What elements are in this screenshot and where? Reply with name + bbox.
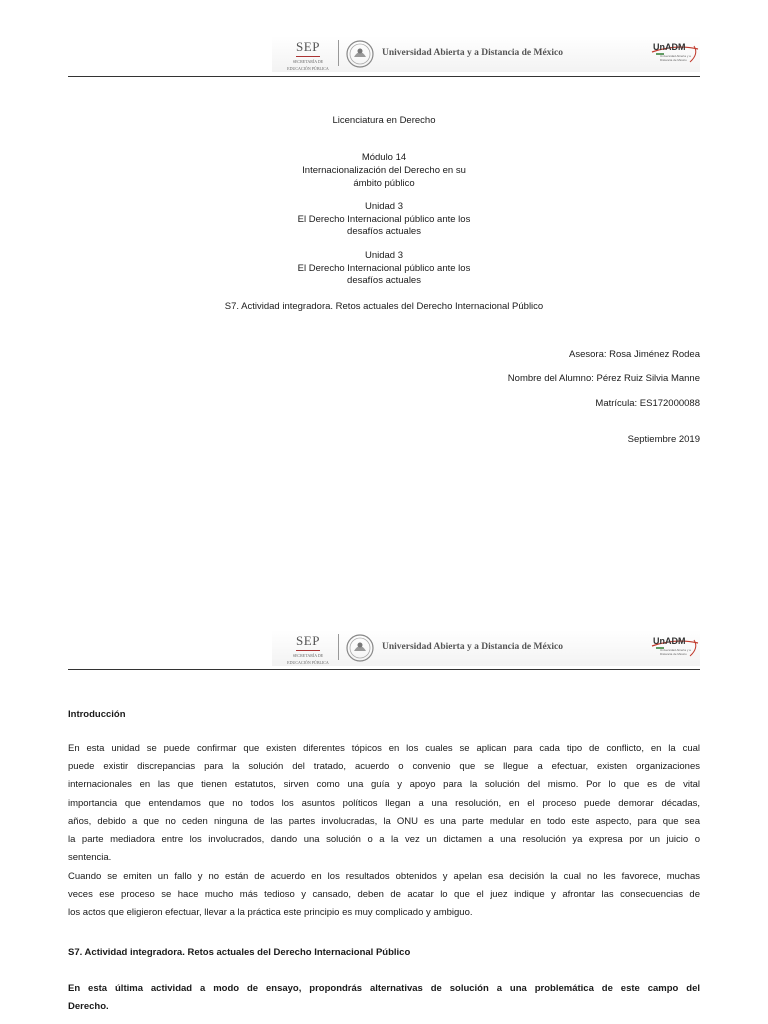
paragraph-line: la parte mediadora entre los involucrados, dando una solución o a la vez un dictamen a una resolución ya expresa por un juicio o	[68, 834, 700, 846]
national-seal-icon	[345, 39, 375, 69]
university-name: Universidad Abierta y a Distancia de México	[382, 48, 564, 58]
paragraph-line: importancia que entendamos que no todos los asuntos políticos llegan a una resolución, en el proceso puede demorar décadas,	[68, 797, 700, 809]
advisor-name: Asesora: Rosa Jiménez Rodea	[569, 349, 700, 360]
module-title-line-1: Internacionalización del Derecho en su	[302, 165, 466, 176]
instruction-paragraph	[68, 980, 700, 1016]
header-divider	[338, 634, 339, 660]
unadm-logo-text: UnADM	[653, 636, 686, 646]
unadm-logo-subtitle: Universidad Abierta y a Distancia de México	[660, 648, 691, 656]
student-name: Nombre del Alumno: Pérez Ruiz Silvia Manne	[507, 373, 700, 384]
intro-heading: Introducción	[68, 709, 126, 720]
paragraph-line: años, debido a que no ceden ninguna de las partes involucradas, la ONU es una parte medular en todo este aspecto, para que sea	[68, 815, 700, 827]
paragraph-line: En esta unidad se puede confirmar que existen diferentes tópicos en los cuales se aplican para cada tipo de conflicto, en la cual	[68, 743, 700, 754]
paragraph-line: los actos que eligieron efectuar, llevar a la práctica este principio es muy complicado y ambiguo.	[68, 907, 473, 919]
intro-paragraph-2	[68, 868, 700, 923]
sep-logo-text: SEP	[296, 633, 320, 651]
submission-date: Septiembre 2019	[627, 434, 700, 445]
activity-heading: S7. Actividad integradora. Retos actuales del Derecho Internacional Público	[68, 947, 411, 958]
sep-logo	[278, 632, 338, 665]
sep-logo	[278, 38, 338, 71]
content-page	[0, 628, 768, 1024]
unit-title-line-1: El Derecho Internacional público ante los	[297, 214, 471, 225]
degree-name: Licenciatura en Derecho	[332, 115, 436, 126]
activity-title: S7. Actividad integradora. Retos actuales del Derecho Internacional Público	[224, 301, 544, 312]
unadm-logo-text: UnADM	[653, 42, 686, 52]
header-banner	[272, 36, 700, 72]
header-divider	[338, 40, 339, 66]
enrollment-number: Matrícula: ES172000088	[595, 398, 700, 409]
unit-number-repeat: Unidad 3	[364, 250, 404, 261]
header-rule	[68, 76, 700, 77]
unit-title-repeat-line-1: El Derecho Internacional público ante los	[297, 263, 471, 274]
module-number: Módulo 14	[361, 152, 407, 163]
paragraph-line: Derecho.	[68, 1001, 109, 1013]
unit-title-repeat-line-2: desafíos actuales	[347, 275, 421, 286]
paragraph-line: Cuando se emiten un fallo y no están de acuerdo en los resultados obtenidos y apelan esa decisión la cual no les favorece, muchas	[68, 871, 700, 882]
paragraph-line: veces ese proceso se hace mucho más tedioso y cansado, deben de acatar lo que el juez indique y afrontar las consecuencias de	[68, 889, 700, 901]
paragraph-line: puede existir discrepancias para la solución del tratado, acuerdo o convenio que se llegue a efectuar, existen organizaciones	[68, 761, 700, 773]
unadm-logo-subtitle: Universidad Abierta y a Distancia de México	[660, 54, 691, 62]
sep-logo-subtitle-1: SECRETARÍA DE	[292, 653, 324, 658]
sep-logo-text: SEP	[296, 39, 320, 57]
unadm-logo	[650, 634, 700, 662]
header-banner-page-2	[272, 630, 700, 666]
unit-number: Unidad 3	[364, 201, 404, 212]
sep-logo-subtitle-2: EDUCACIÓN PÚBLICA	[287, 66, 329, 71]
university-name: Universidad Abierta y a Distancia de México	[382, 642, 564, 652]
unit-title-line-2: desafíos actuales	[347, 226, 421, 237]
module-title-line-2: ámbito público	[353, 178, 415, 189]
intro-paragraph-1	[68, 740, 700, 867]
paragraph-line: En esta última actividad a modo de ensayo, propondrás alternativas de solución a una problemática de este campo del	[68, 983, 700, 994]
sep-logo-subtitle-1: SECRETARÍA DE	[292, 59, 324, 64]
header-rule	[68, 669, 700, 670]
sep-logo-subtitle-2: EDUCACIÓN PÚBLICA	[287, 660, 329, 665]
national-seal-icon	[345, 633, 375, 663]
paragraph-line: sentencia.	[68, 852, 112, 864]
unadm-logo	[650, 40, 700, 68]
paragraph-line: internacionales en las que tienen estatutos, sirven como una guía y apoyo para la solución del mismo. Por lo que es de vital	[68, 779, 700, 791]
